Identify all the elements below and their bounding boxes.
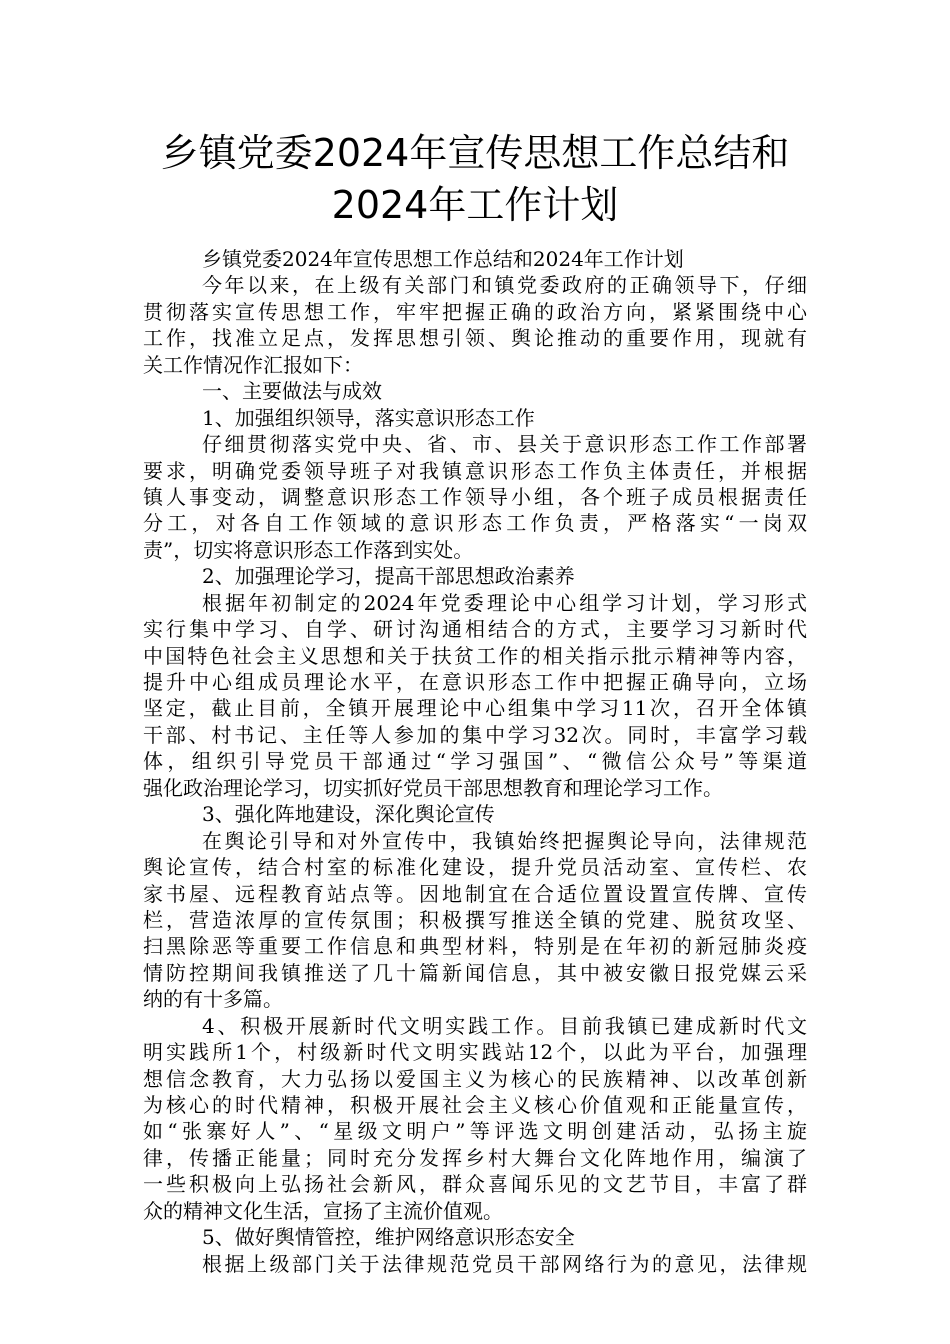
body-text-line: 关工作情况作汇报如下： — [143, 352, 363, 377]
document-body — [143, 246, 807, 1277]
body-text-line: 今年以来，在上级有关部门和镇党委政府的正确领导下，仔细 — [202, 273, 807, 298]
body-text-line: 责”，切实将意识形态工作落到实处。 — [143, 537, 474, 562]
body-text-line: 明实践所1个，村级新时代文明实践站12个，以此为平台，加强理 — [143, 1040, 807, 1065]
body-text-line: 众的精神文化生活，宣扬了主流价值观。 — [143, 1198, 503, 1223]
body-text-line: 如“张寨好人”、“星级文明户”等评选文明创建活动，弘扬主旋 — [143, 1119, 807, 1144]
body-text-line: 3、强化阵地建设，深化舆论宣传 — [202, 802, 495, 827]
body-text-line: 为核心的时代精神，积极开展社会主义核心价值观和正能量宣传， — [143, 1093, 807, 1117]
body-text-line: 实行集中学习、自学、研讨沟通相结合的方式，主要学习习新时代 — [143, 617, 807, 642]
body-text-line: 纳的有十多篇。 — [143, 987, 283, 1012]
body-text-line: 贯彻落实宣传思想工作，牢牢把握正确的政治方向，紧紧围绕中心 — [143, 299, 807, 324]
body-text-line: 扫黑除恶等重要工作信息和典型材料，特别是在年初的新冠肺炎疫 — [143, 934, 807, 959]
body-text-line: 在舆论引导和对外宣传中，我镇始终把握舆论导向，法律规范 — [202, 828, 807, 853]
body-text-line: 栏，营造浓厚的宣传氛围；积极撰写推送全镇的党建、脱贫攻坚、 — [143, 907, 807, 932]
body-text-line: 工作，找准立足点，发挥思想引领、舆论推动的重要作用，现就有 — [143, 326, 807, 351]
body-text-line: 5、做好舆情管控，维护网络意识形态安全 — [202, 1225, 575, 1250]
body-text-line: 乡镇党委2024年宣传思想工作总结和2024年工作计划 — [202, 247, 684, 271]
body-text-line: 提升中心组成员理论水平，在意识形态工作中把握正确导向，立场 — [143, 670, 807, 694]
body-text-line: 一些积极向上弘扬社会新风，群众喜闻乐见的文艺节目，丰富了群 — [143, 1172, 807, 1197]
body-text-line: 想信念教育，大力弘扬以爱国主义为核心的民族精神、以改革创新 — [143, 1066, 807, 1091]
body-text-line: 仔细贯彻落实党中央、省、市、县关于意识形态工作工作部署 — [202, 432, 807, 457]
body-text-line: 镇人事变动，调整意识形态工作领导小组，各个班子成员根据责任 — [143, 484, 807, 509]
body-text-line: 情防控期间我镇推送了几十篇新闻信息，其中被安徽日报党媒云采 — [143, 960, 807, 985]
body-text-line: 2、加强理论学习，提高干部思想政治素养 — [202, 564, 575, 589]
body-text-line: 舆论宣传，结合村室的标准化建设，提升党员活动室、宣传栏、农 — [143, 855, 807, 880]
document-title-line-1: 乡镇党委2024年宣传思想工作总结和 — [160, 131, 790, 175]
body-text-line: 律，传播正能量；同时充分发挥乡村大舞台文化阵地作用，编演了 — [143, 1145, 807, 1170]
body-text-line: 中国特色社会主义思想和关于扶贫工作的相关指示批示精神等内容， — [143, 643, 807, 668]
body-text-line: 干部、村书记、主任等人参加的集中学习32次。同时，丰富学习载 — [143, 722, 807, 747]
body-text-line: 4、积极开展新时代文明实践工作。目前我镇已建成新时代文 — [202, 1013, 807, 1038]
body-text-line: 坚定，截止目前，全镇开展理论中心组集中学习11次，召开全体镇 — [143, 696, 807, 721]
body-text-line: 强化政治理论学习，切实抓好党员干部思想教育和理论学习工作。 — [143, 775, 723, 800]
body-text-line: 1、加强组织领导，落实意识形态工作 — [202, 405, 535, 430]
body-text-line: 要求，明确党委领导班子对我镇意识形态工作负主体责任，并根据 — [143, 458, 807, 483]
body-text-line: 根据年初制定的2024年党委理论中心组学习计划，学习形式 — [202, 590, 807, 615]
body-text-line: 家书屋、远程教育站点等。因地制宜在合适位置设置宣传牌、宣传 — [143, 881, 807, 906]
body-text-line: 分工，对各自工作领域的意识形态工作负责，严格落实“一岗双 — [143, 511, 807, 536]
document-title-line-2: 2024年工作计划 — [331, 183, 619, 227]
body-text-line: 体，组织引导党员干部通过“学习强国”、“微信公众号”等渠道 — [143, 749, 807, 774]
body-text-line: 根据上级部门关于法律规范党员干部网络行为的意见，法律规 — [202, 1251, 807, 1276]
body-text-line: 一、主要做法与成效 — [202, 379, 382, 404]
